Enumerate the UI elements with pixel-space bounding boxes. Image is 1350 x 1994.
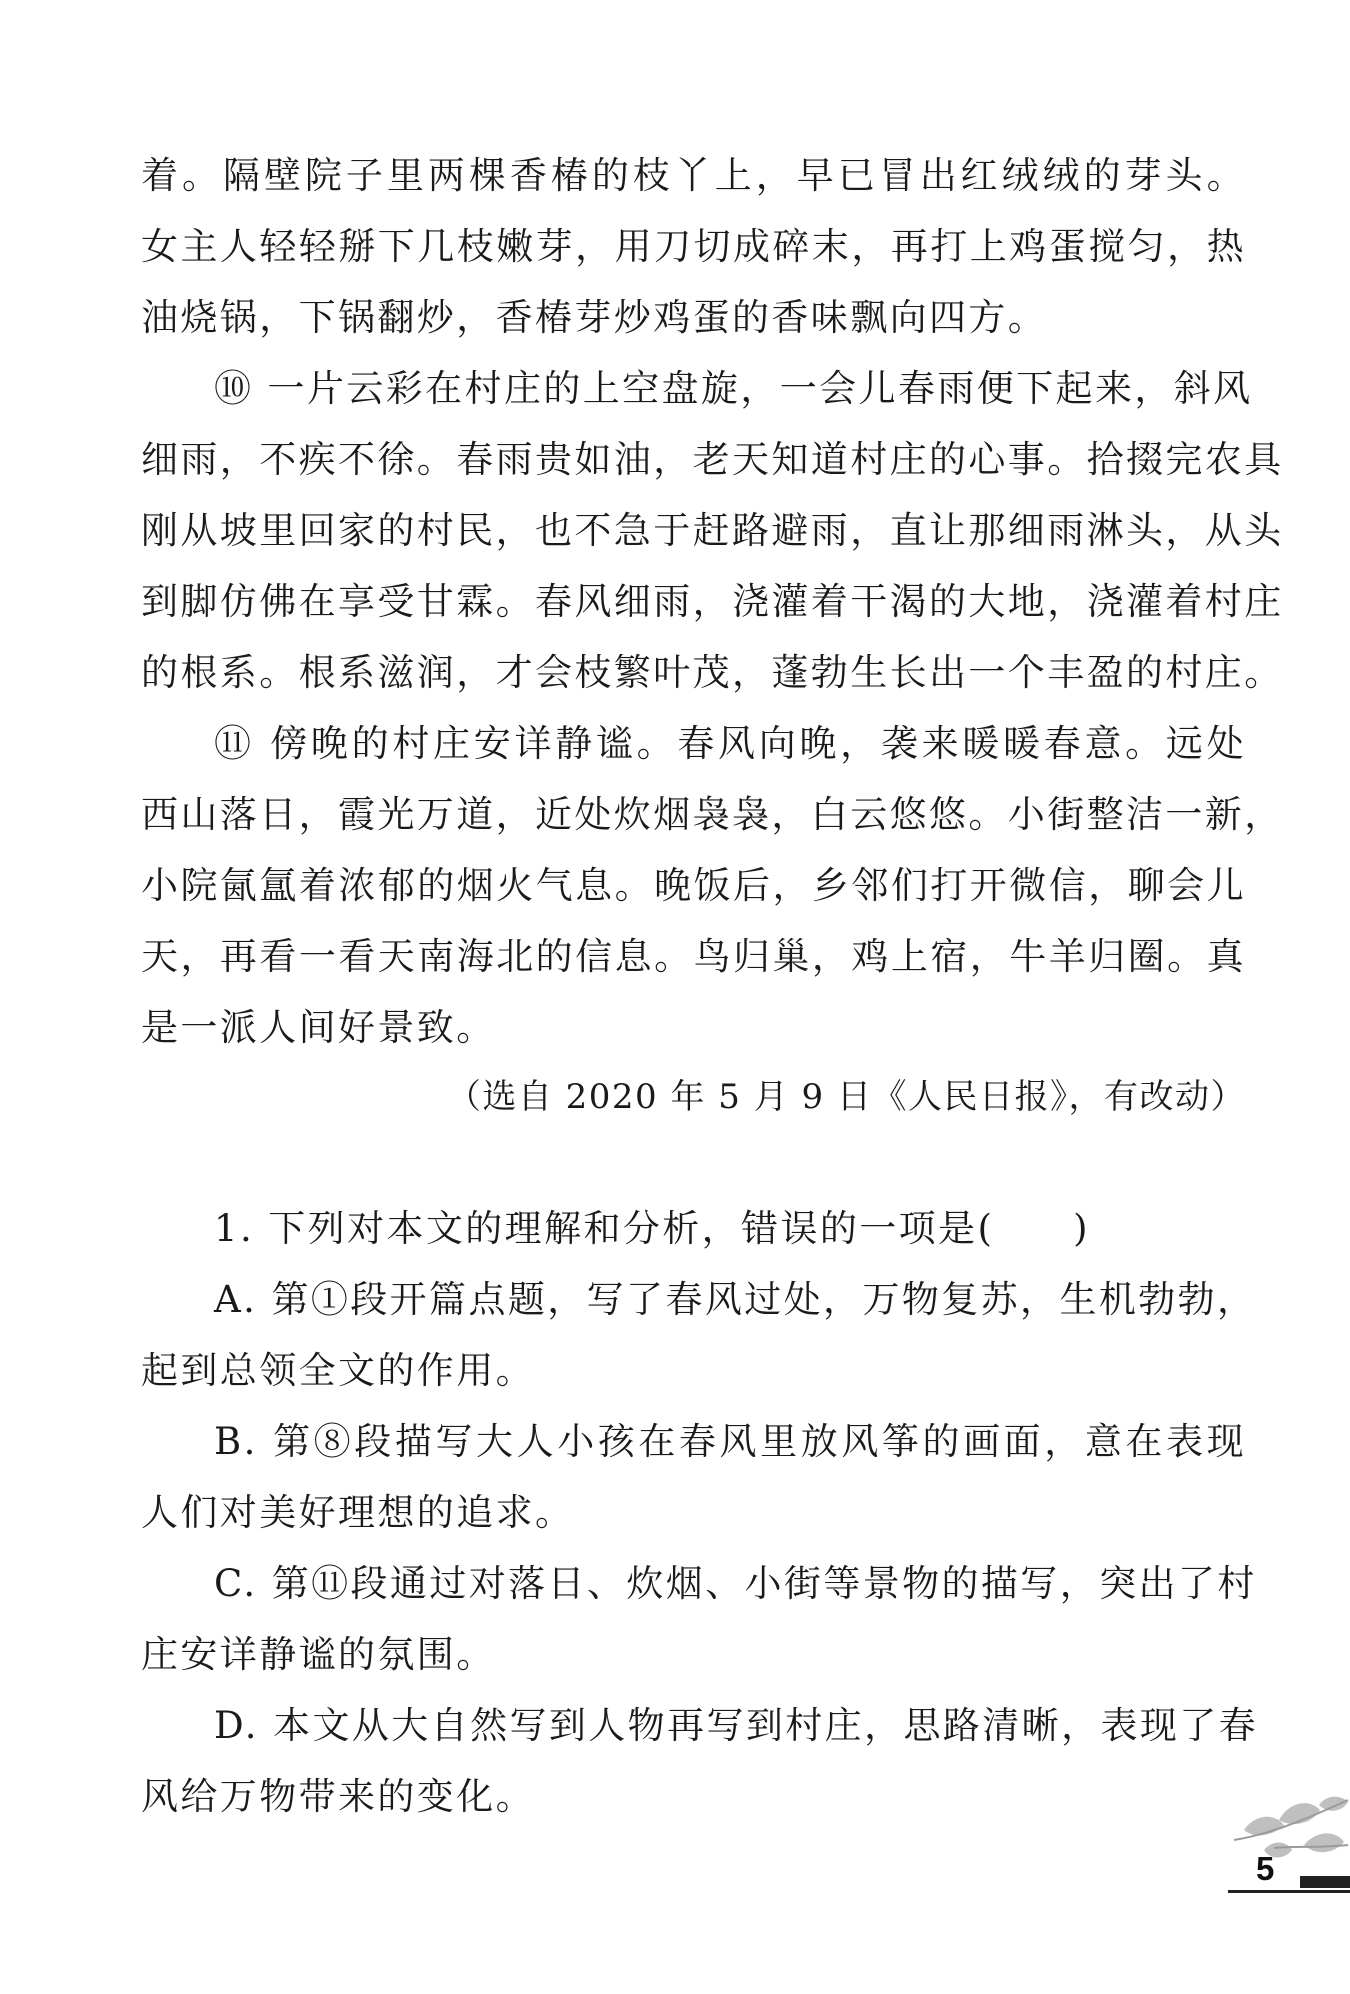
footer-rule [1228, 1890, 1350, 1893]
page-number-tab [1300, 1876, 1350, 1888]
passage-line: 油烧锅，下锅翻炒，香椿芽炒鸡蛋的香味飘向四方。 [141, 296, 1048, 339]
option-c-line-2: 庄安详静谧的氛围。 [141, 1633, 496, 1676]
passage-line: 小院氤氲着浓郁的烟火气息。晚饭后，乡邻们打开微信，聊会儿 [141, 864, 1246, 907]
option-c-line-1: C. 第⑪段通过对落日、炊烟、小街等景物的描写，突出了村 [214, 1562, 1257, 1605]
option-d-line-2: 风给万物带来的变化。 [141, 1775, 535, 1818]
paragraph-11-start: ⑪ 傍晚的村庄安详静谧。春风向晚，袭来暖暖春意。远处 [214, 722, 1246, 765]
page-number: 5 [1256, 1850, 1275, 1887]
option-a-line-1: A. 第①段开篇点题，写了春风过处，万物复苏，生机勃勃， [214, 1278, 1257, 1321]
question-stem: 1. 下列对本文的理解和分析，错误的一项是( ) [214, 1207, 1090, 1250]
passage-line: 西山落日，霞光万道，近处炊烟袅袅，白云悠悠。小街整洁一新， [141, 793, 1284, 836]
passage-line: 着。隔壁院子里两棵香椿的枝丫上，早已冒出红绒绒的芽头。 [141, 154, 1246, 197]
option-d-line-1: D. 本文从大自然写到人物再写到村庄，思路清晰，表现了春 [214, 1704, 1259, 1747]
passage-line: 到脚仿佛在享受甘霖。春风细雨，浇灌着干渴的大地，浇灌着村庄 [141, 580, 1284, 623]
passage-line: 天，再看一看天南海北的信息。鸟归巢，鸡上宿，牛羊归圈。真 [141, 935, 1246, 978]
passage-line: 细雨，不疾不徐。春雨贵如油，老天知道村庄的心事。拾掇完农具 [141, 438, 1284, 481]
passage-line: 女主人轻轻掰下几枝嫩芽，用刀切成碎末，再打上鸡蛋搅匀，热 [141, 225, 1246, 268]
passage-line: 是一派人间好景致。 [141, 1006, 496, 1049]
passage-line: 的根系。根系滋润，才会枝繁叶茂，蓬勃生长出一个丰盈的村庄。 [141, 651, 1284, 694]
passage-line: 刚从坡里回家的村民，也不急于赶路避雨，直让那细雨淋头，从头 [141, 509, 1284, 552]
option-b-line-2: 人们对美好理想的追求。 [141, 1491, 575, 1534]
leaf-decoration-icon [1224, 1790, 1350, 1890]
source-citation: （选自 2020 年 5 月 9 日《人民日报》，有改动） [446, 1077, 1246, 1117]
paragraph-10-start: ⑩ 一片云彩在村庄的上空盘旋，一会儿春雨便下起来，斜风 [214, 367, 1253, 410]
option-a-line-2: 起到总领全文的作用。 [141, 1349, 535, 1392]
option-b-line-1: B. 第⑧段描写大人小孩在春风里放风筝的画面，意在表现 [214, 1420, 1246, 1463]
